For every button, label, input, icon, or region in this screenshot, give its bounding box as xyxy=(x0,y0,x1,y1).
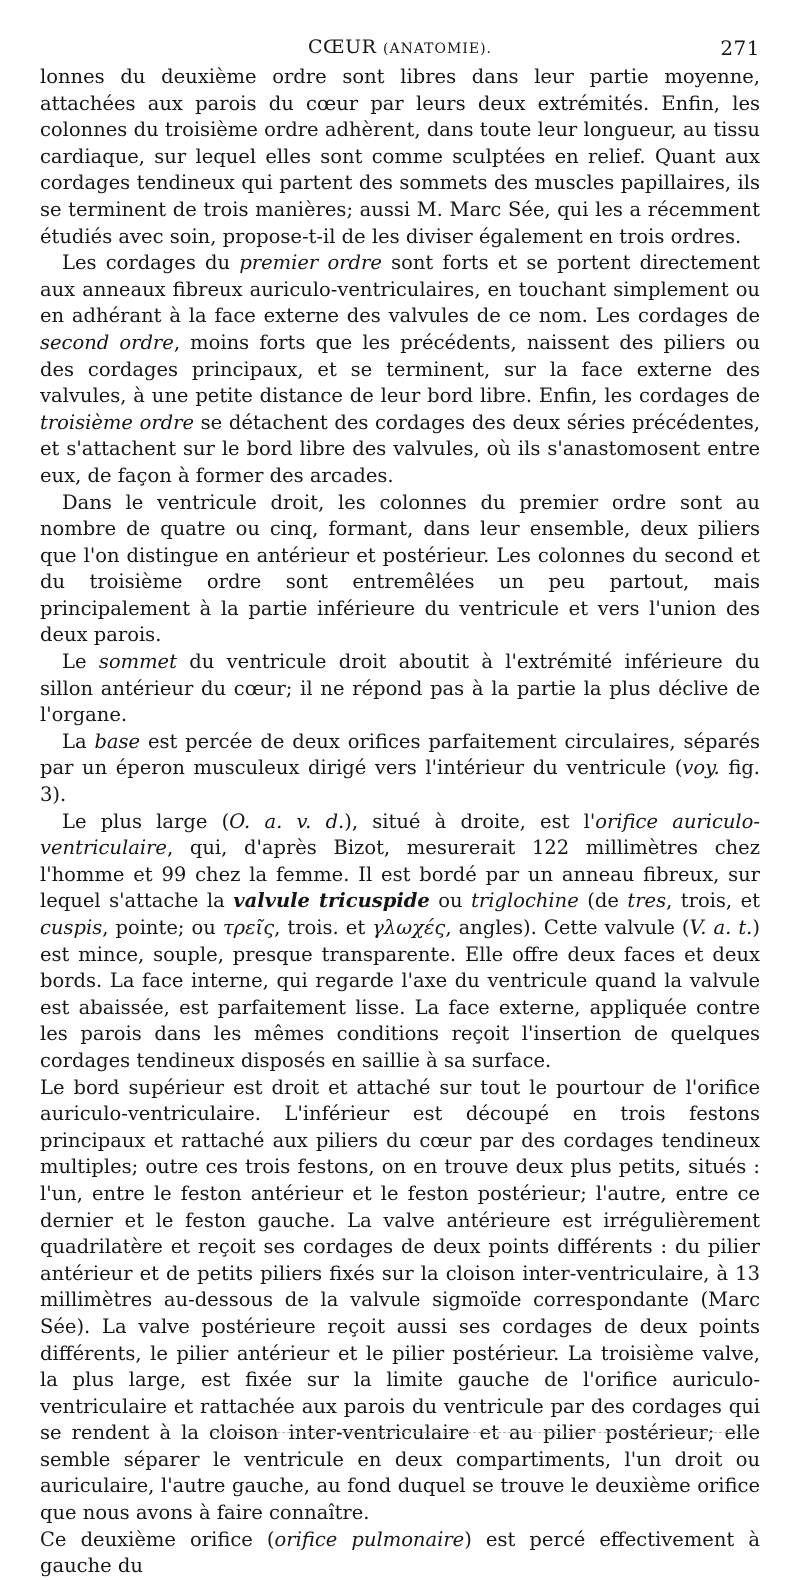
text-run: du ventricule droit aboutit à l'extrémité inférieure du sillon antérieur du cœur; il ne répond pas à la partie la plus déclive de l'organe. xyxy=(40,650,760,727)
text-run: La xyxy=(62,729,95,753)
paragraph xyxy=(40,809,760,1075)
italic-term: V. a. t. xyxy=(689,916,753,939)
text-run: , trois. et xyxy=(274,916,373,939)
text-run: , trois, et xyxy=(666,889,760,913)
italic-term: sommet xyxy=(98,650,177,674)
italic-term: troisième ordre xyxy=(40,410,194,434)
italic-term: τρεῖς xyxy=(222,916,275,939)
text-run: ou xyxy=(429,889,472,913)
text-run: lonnes du deuxième ordre sont libres dans leur partie moyenne, attachées aux parois du cœur par leurs deux extrémités. Enfin, les colonnes du troisième ordre adhèrent, dans toute leur longueur, au tissu cardiaque, sur lequel elles sont comme sculptées en relief. Quant aux cordages tendineux qui partent des sommets des muscles papillaires, ils se terminent de trois manières; aussi M. Marc Sée, qui les a récemment étudiés avec soin, propose-t-il de les diviser également en trois ordres. xyxy=(40,65,760,248)
text-run: fig. 3). xyxy=(40,756,761,807)
text-run: ), situé à droite, est l' xyxy=(344,809,596,833)
bold-italic-term: valvule tricuspide xyxy=(233,889,430,913)
text-run: Dans le ventricule droit, les colonnes du premier ordre sont au nombre de quatre ou cinq, formant, dans leur ensemble, deux piliers que l'on distingue en antérieur et postérieur. Les colonnes du second et du troisième ordre sont entremêlées un peu partout, mais principalement à la partie inférieure du ventricule et vers l'union des deux parois. xyxy=(40,490,760,647)
paragraph xyxy=(40,729,760,809)
body-text xyxy=(40,64,760,1580)
text-run: se détachent des cordages des deux séries précédentes, et s'attachent sur le bord libre des valvules, où ils s'anastomosent entre eux, de façon à former des arcades. xyxy=(40,410,760,487)
italic-term: second ordre xyxy=(40,330,174,354)
text-run: , moins forts que les précédents, naissent des piliers ou des cordages principaux, et se terminent, sur la face externe des valvules, à une petite distance de leur bord libre. Enfin, les cordages de xyxy=(40,330,761,408)
italic-term: tres xyxy=(627,889,667,913)
paragraph xyxy=(40,649,760,729)
running-title xyxy=(40,36,760,58)
footer-rule xyxy=(212,1432,752,1433)
paragraph xyxy=(40,64,760,250)
text-run: Les cordages du xyxy=(62,251,240,275)
italic-term: O. a. v. d. xyxy=(229,809,345,833)
paragraph xyxy=(40,1527,760,1580)
italic-term: premier ordre xyxy=(239,251,382,275)
text-run: , pointe; ou xyxy=(102,916,223,939)
text-run: Le bord supérieur est droit et attaché sur tout le pourtour de l'orifice auriculo-ventriculaire. L'inférieur est découpé en trois festons principaux et rattaché aux piliers du cœur par des cordages tendineux multiples; outre ces trois festons, on en trouve deux plus petits, situés : l'un, entre le feston antérieur et le feston postérieur; l'autre, entre ce dernier et le feston gauche. La valve antérieure est irrégulièrement quadrilatère et reçoit ses cordages de deux points différents : du pilier antérieur et de petits piliers fixés sur la cloison inter-ventriculaire, à 13 millimètres au-dessous de la valvule sigmoïde correspondante (Marc Sée). La valve postérieure reçoit aussi ses cordages de deux points différents, le pilier antérieur et le pilier postérieur. La troisième valve, la plus large, est fixée sur la limite gauche de l'orifice auriculo-ventriculaire et rattachée aux parois du ventricule par des cordages qui se rendent à la cloison inter-ventriculaire et au pilier postérieur; elle semble séparer le ventricule en deux compartiments, l'un droit ou auriculaire, l'autre gauche, au fond duquel se trouve le deuxième orifice que nous avons à faire connaître. xyxy=(40,1075,760,1525)
italic-term: base xyxy=(94,729,141,753)
text-run: Ce deuxième orifice ( xyxy=(40,1527,275,1551)
paragraph xyxy=(40,490,760,650)
italic-term: triglochine xyxy=(471,889,579,913)
italic-term: orifice auriculo-ventriculaire xyxy=(40,809,760,860)
italic-term: cuspis xyxy=(40,916,103,939)
italic-term: orifice pulmonaire xyxy=(274,1527,465,1551)
header-subtitle: (ANATOMIE). xyxy=(383,41,492,57)
italic-term: γλωχές xyxy=(372,916,446,939)
text-run: , qui, d'après Bizot, mesurerait 122 millimètres chez l'homme et 99 chez la femme. Il est bordé par un anneau fibreux, sur lequel s'attache la xyxy=(40,836,760,913)
text-run: sont forts et se portent directement aux anneaux fibreux auriculo-ventriculaires, en touchant simplement ou en adhérant à la face externe des valvules de ce nom. Les cordages de xyxy=(40,251,760,328)
paragraph xyxy=(40,1075,760,1527)
text-run: ) est percé effectivement à gauche du xyxy=(40,1527,760,1578)
text-run: (de xyxy=(578,889,628,913)
text-run: Le plus large ( xyxy=(62,809,230,833)
italic-term: voy. xyxy=(682,756,720,780)
page-number: 271 xyxy=(720,36,760,60)
text-run: , angles). Cette valvule ( xyxy=(445,916,690,939)
header-title: CŒUR xyxy=(308,36,377,58)
text-run: est percée de deux orifices parfaitement circulaires, séparés par un éperon musculeux dirigé vers l'intérieur du ventricule ( xyxy=(40,729,760,780)
running-header xyxy=(40,20,760,60)
text-run: Le xyxy=(62,650,99,674)
paragraph xyxy=(40,250,760,489)
text-run: ) est mince, souple, presque transparente. Elle offre deux faces et deux bords. La face interne, qui regarde l'axe du ventricule quand la valvule est abaissée, est parfaitement lisse. La face externe, appliquée contre les parois dans les mêmes conditions reçoit l'insertion de quelques cordages tendineux disposés en saillie à sa surface. xyxy=(40,916,760,1072)
